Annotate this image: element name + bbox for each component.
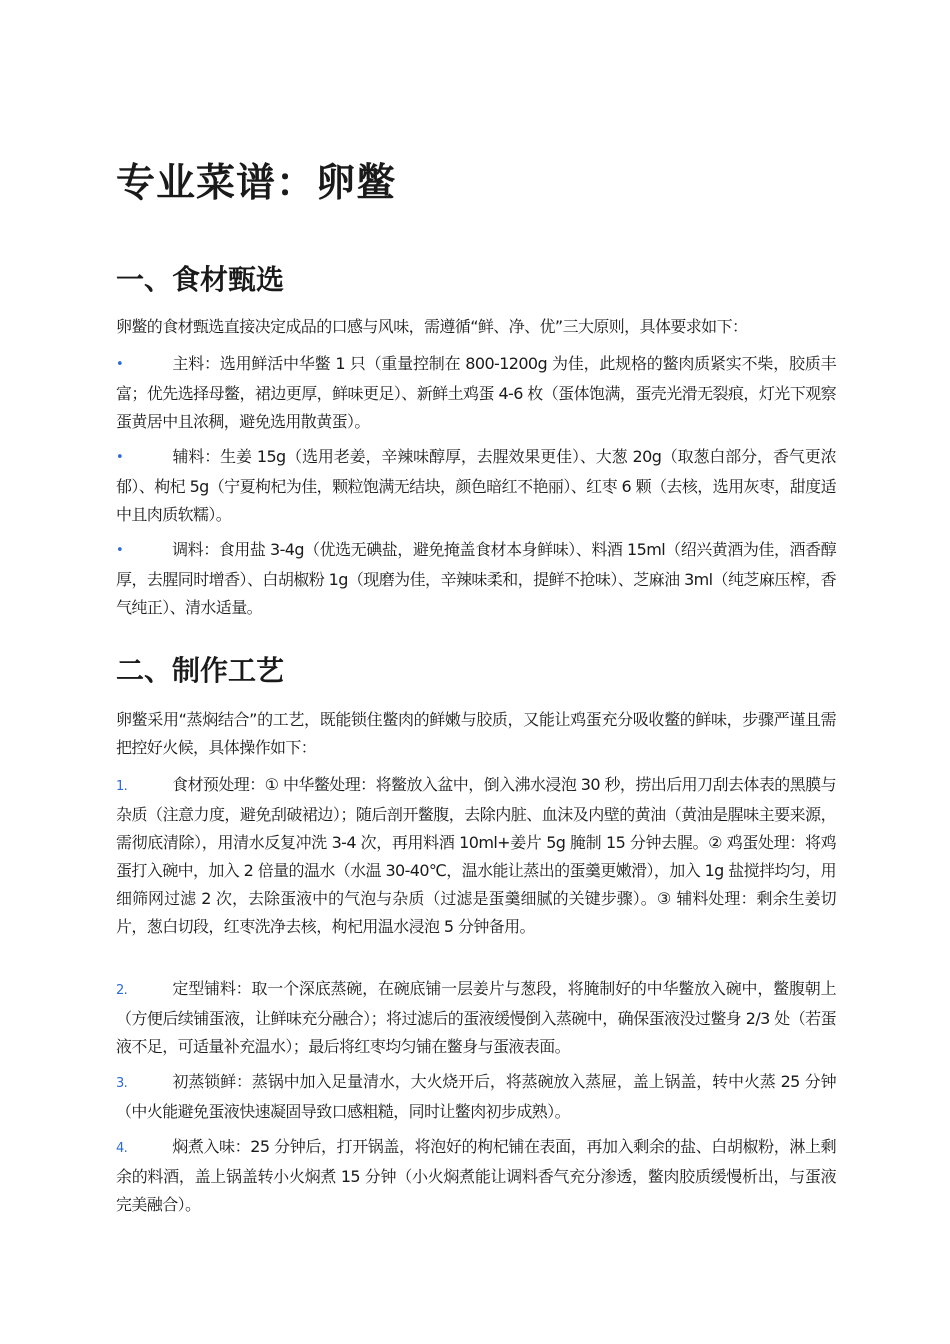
section1-intro: 卵鳖的食材甄选直接决定成品的口感与风味，需遵循“鲜、净、优”三大原则，具体要求如下： [116,317,748,336]
step-item-steaming [116,1068,836,1126]
step-number: 2. [116,983,128,998]
bullet-text: 辅料：生姜 15g（选用老姜，辛辣味醇厚，去腥效果更佳）、大葱 20g（取葱白部分，香气更浓郁）、枸杞 5g（宁夏枸杞为佳，颗粒饱满无结块，颜色暗红不艳丽）、红枣 6 颗（去核，选用灰枣，甜度适中且肉质软糯）。 [116,447,836,524]
page-title: 专业菜谱：卵鳖 [116,161,397,206]
step-text: 初蒸锁鲜：蒸锅中加入足量清水，大火烧开后，将蒸碗放入蒸屉，盖上锅盖，转中火蒸 25 分钟（中火能避免蛋液快速凝固导致口感粗糙，同时让鳖肉初步成熟）。 [116,1072,836,1121]
bullet-marker: • [116,450,124,465]
section1-heading: 一、食材甄选 [116,263,285,296]
step-number: 1. [116,779,128,794]
step-item-braising [116,1133,836,1219]
bullet-marker: • [116,357,124,372]
section2-heading: 二、制作工艺 [116,654,285,687]
step-number: 3. [116,1076,128,1091]
section2-intro: 卵鳖采用“蒸焖结合”的工艺，既能锁住鳖肉的鲜嫩与胶质，又能让鸡蛋充分吸收鳖的鲜味，步骤严谨且需把控好火候，具体操作如下： [116,710,836,757]
bullet-text: 主料：选用鲜活中华鳖 1 只（重量控制在 800-1200g 为佳，此规格的鳖肉质紧实不柴，胶质丰富；优先选择母鳖，裙边更厚，鲜味更足）、新鲜土鸡蛋 4-6 枚（蛋体饱满，蛋壳光滑无裂痕，灯光下观察蛋黄居中且浓稠，避免选用散黄蛋）。 [116,354,836,431]
step-text: 焖煮入味：25 分钟后，打开锅盖，将泡好的枸杞铺在表面，再加入剩余的盐、白胡椒粉，淋上剩余的料酒，盖上锅盖转小火焖煮 15 分钟（小火焖煮能让调料香气充分渗透，鳖肉胶质缓慢析出，与蛋液完美融合）。 [116,1137,836,1214]
bullet-item-seasoning [116,536,836,622]
bullet-item-auxiliary [116,443,836,529]
step-item-preprocess [116,771,836,941]
step-item-shaping [116,975,836,1061]
step-number: 4. [116,1141,128,1156]
bullet-marker: • [116,543,124,558]
bullet-item-main-ingredients [116,350,836,436]
step-text: 定型铺料：取一个深底蒸碗，在碗底铺一层姜片与葱段，将腌制好的中华鳖放入碗中，鳖腹朝上（方便后续铺蛋液，让鲜味充分融合）；将过滤后的蛋液缓慢倒入蒸碗中，确保蛋液没过鳖身 2/3 处（若蛋液不足，可适量补充温水）；最后将红枣均匀铺在鳖身与蛋液表面。 [116,979,836,1056]
step-text: 食材预处理：① 中华鳖处理：将鳖放入盆中，倒入沸水浸泡 30 秒，捞出后用刀刮去体表的黑膜与杂质（注意力度，避免刮破裙边）；随后剖开鳖腹，去除内脏、血沫及内壁的黄油（黄油是腥味主要来源，需彻底清除），用清水反复冲洗 3-4 次，再用料酒 10ml+姜片 5g 腌制 15 分钟去腥。② 鸡蛋处理：将鸡蛋打入碗中，加入 2 倍量的温水（水温 30-40℃，温水能让蒸出的蛋羹更嫩滑），加入 1g 盐搅拌均匀，用细筛网过滤 2 次，去除蛋液中的气泡与杂质（过滤是蛋羹细腻的关键步骤）。③ 辅料处理：剩余生姜切片，葱白切段，红枣洗净去核，枸杞用温水浸泡 5 分钟备用。 [116,775,837,936]
bullet-text: 调料：食用盐 3-4g（优选无碘盐，避免掩盖食材本身鲜味）、料酒 15ml（绍兴黄酒为佳，酒香醇厚，去腥同时增香）、白胡椒粉 1g（现磨为佳，辛辣味柔和，提鲜不抢味）、芝麻油 3ml（纯芝麻压榨，香气纯正）、清水适量。 [116,540,836,617]
